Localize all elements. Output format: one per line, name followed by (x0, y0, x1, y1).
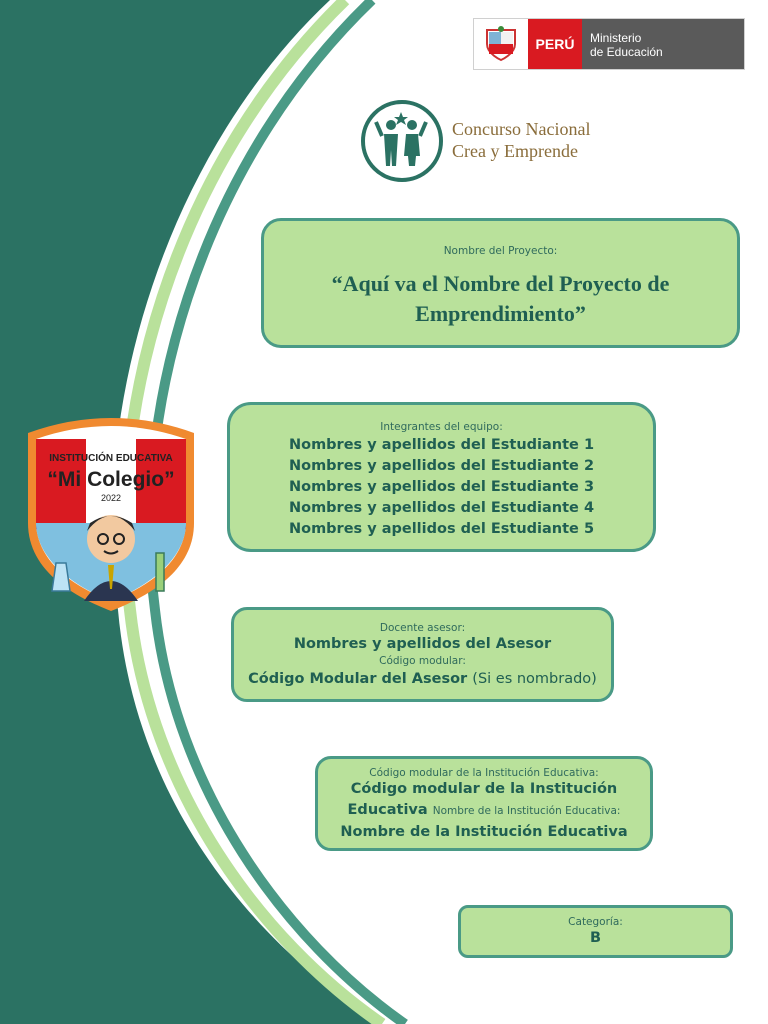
project-box (261, 218, 740, 348)
category-value: B (589, 930, 602, 946)
contest-line-2: Crea y Emprende (452, 141, 578, 161)
project-title-line-1: “Aquí va el Nombre del Proyecto de (331, 271, 670, 296)
people-icon (360, 100, 446, 184)
school-name: “Mi Colegio” (47, 468, 175, 491)
category-label: Categoría: (568, 916, 623, 928)
project-title-line-2: Emprendimiento” (415, 301, 586, 326)
school-title: INSTITUCIÓN EDUCATIVA (49, 453, 173, 464)
advisor-code (234, 669, 611, 690)
team-label: Integrantes del equipo: (380, 421, 503, 433)
team-member: Nombres y apellidos del Estudiante 5 (288, 521, 595, 537)
institution-code-row (318, 800, 650, 822)
institution-code-value-line-2: Educativa (347, 802, 428, 818)
project-label: Nombre del Proyecto: (443, 245, 558, 257)
school-year: 2022 (100, 493, 122, 503)
ministry-line-2: de Educación (590, 45, 663, 59)
contest-title (452, 118, 672, 162)
advisor-name: Nombres y apellidos del Asesor (293, 636, 552, 652)
peru-label: PERÚ (528, 19, 582, 69)
institution-code-label: Código modular de la Institución Educativa: (369, 767, 599, 779)
institution-name-label: Nombre de la Institución Educativa: (432, 805, 621, 817)
contest-logo (360, 100, 591, 189)
advisor-code-label: Código modular: (379, 655, 466, 667)
ministry-line-1: Ministerio (590, 31, 642, 45)
team-member: Nombres y apellidos del Estudiante 3 (288, 479, 595, 495)
project-title (264, 269, 737, 329)
advisor-code-note: (Si es nombrado) (472, 671, 597, 687)
advisor-code-value: Código Modular del Asesor (248, 671, 468, 687)
contest-line-1: Concurso Nacional (452, 119, 591, 139)
institution-box (315, 756, 653, 851)
category-box (458, 905, 733, 958)
advisor-box (231, 607, 614, 702)
ministry-label (582, 19, 744, 69)
advisor-label: Docente asesor: (379, 622, 466, 634)
team-member: Nombres y apellidos del Estudiante 1 (288, 437, 595, 453)
school-badge (24, 413, 198, 613)
school-shield-icon (24, 413, 198, 613)
institution-name-value: Nombre de la Institución Educativa (340, 824, 628, 840)
team-members (230, 435, 653, 540)
team-member: Nombres y apellidos del Estudiante 4 (288, 500, 595, 516)
institution-code-value-line-1: Código modular de la Institución (350, 781, 618, 797)
coat-of-arms-icon (474, 19, 528, 69)
minedu-logo (473, 18, 745, 70)
team-member: Nombres y apellidos del Estudiante 2 (288, 458, 595, 474)
team-box (227, 402, 656, 552)
